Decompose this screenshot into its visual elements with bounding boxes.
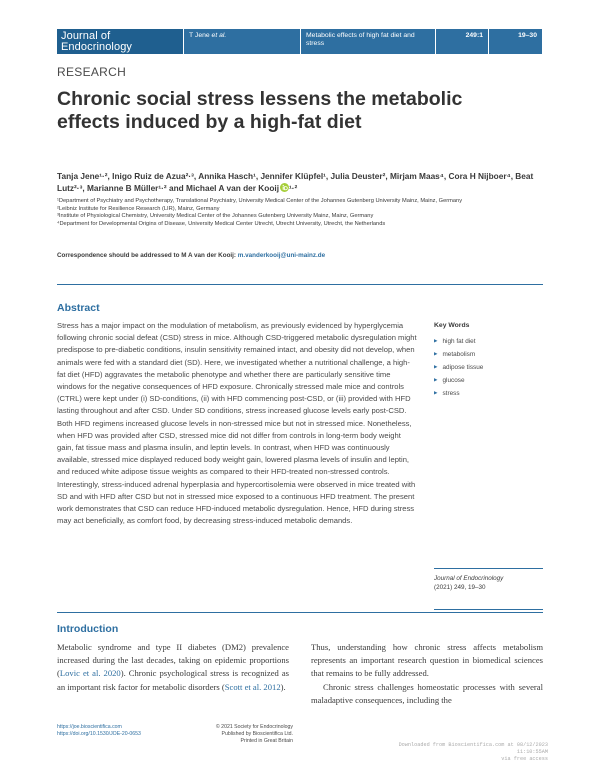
download-line: via free access	[501, 756, 548, 762]
citation-journal: Journal of Endocrinology	[434, 575, 504, 582]
doi-link[interactable]: https://doi.org/10.1530/JOE-20-0653	[57, 731, 141, 738]
orcid-icon[interactable]	[280, 183, 289, 192]
citation-link[interactable]: Lovic et al. 2020	[59, 668, 121, 679]
download-stamp	[368, 742, 548, 763]
article-title: Chronic social stress lessens the metabolic effects induced by a high-fat diet	[57, 88, 463, 133]
footer-links	[57, 724, 141, 738]
intro-text: Thus, understanding how chronic stress affects metabolism represents an important research question in biomedical sciences that remains to be fully addressed.	[311, 642, 543, 679]
keyword-item: ▶ adipose tissue	[434, 361, 483, 374]
abstract-text: Stress has a major impact on the modulation of metabolism, as previously evidenced by hyperglycemia following chronic social defeat (CSD) stress in mice. Although CSD-triggered metabolic dysregulation might predispose to pre-diabetic conditions, insulin sensitivity remained intact, and obesity did not develop, when animals were fed with a standard diet (SD). Here, we investigated whether a nutritional challenge, a high-fat diet (HFD) aggravates the metabolic phenotype and whether there are particularly sensitive time windows for the negative consequences of HFD exposure. Chronically stressed male mice and controls (CTRL) were kept under (i) SD-conditions, (ii) with HFD commencing post-CSD, or (iii) provided with HFD lasting throughout and after CSD. Under SD conditions, stress increased glucose levels early post-CSD. Both HFD regimens increased glucose levels in non-stressed mice but not in stressed mice. Nonetheless, when HFD was provided after CSD, stressed mice did not differ from controls in long-term body weight gain, fat tissue mass and plasma insulin, and leptin levels. In contrast, when HFD was continuously available, stressed mice displayed reduced body weight gain, lowered plasma levels of insulin and leptin, and reduced white adipose tissue weights as compared to their HFD-treated non-stressed controls. Interestingly, stress-induced adrenal hyperplasia and hypercortisolemia were observed in mice treated with SD and with HFD after CSD but not in stressed mice exposed to a continuous HFD treatment. The present work demonstrates that CSD can reduce HFD-induced metabolic dysregulation. Hence, HFD during stress may act beneficially, as comfort food, by decreasing stress-induced metabolic demands.	[57, 321, 417, 526]
intro-text: Metabolic syndrome and type II diabetes (DM2) prevalence increased during the last decades, taking on epidemic proportions (	[57, 642, 289, 679]
keyword-item: ▶ high fat diet	[434, 335, 483, 348]
keyword-item: ▶ metabolism	[434, 348, 483, 361]
author-end-affil: ¹·²	[289, 183, 298, 193]
affiliation-4: ⁴Department for Developmental Origins of Disease, University Medical Center Utrecht, Utrecht University, Utrecht, the Netherlands	[57, 221, 386, 228]
intro-text: ). Chronic psychological stress is recognized as an important risk factor for metabolic disorders (	[57, 668, 289, 692]
affiliations	[57, 198, 543, 229]
correspondence-email-link[interactable]: m.vanderkooij@uni-mainz.de	[237, 252, 326, 259]
publisher-text: Published by Bioscientifica Ltd.	[221, 731, 293, 738]
keywords-list	[434, 335, 483, 400]
affiliation-2: ²Leibniz Institute for Resilience Research (LIR), Mainz, Germany	[57, 205, 220, 212]
introduction-heading: Introduction	[57, 623, 119, 635]
copyright-text: © 2021 Society for Endocrinology	[215, 724, 293, 730]
divider-bottom	[57, 612, 543, 613]
intro-column-left	[57, 641, 289, 694]
intro-column-right	[311, 641, 543, 707]
keyword-item: ▶ glucose	[434, 374, 483, 387]
affiliation-3: ³Institute of Physiological Chemistry, University Medical Center of the Johannes Gutenberg University Mainz, Mainz, Germany	[57, 213, 374, 220]
keyword-item: ▶ stress	[434, 387, 483, 400]
footer-publisher	[173, 724, 293, 746]
journal-name: Journal of Endocrinology	[57, 29, 183, 54]
correspondence	[57, 252, 325, 259]
citation-link[interactable]: Scott et al. 2012	[224, 681, 281, 692]
abstract-heading: Abstract	[57, 302, 100, 314]
running-authors	[183, 29, 300, 54]
citation-details: (2021) 249, 19–30	[434, 584, 486, 591]
intro-text: ).	[280, 681, 286, 692]
intro-text: Chronic stress challenges homeostatic processes with several maladaptive consequences, including the	[311, 681, 543, 705]
keywords-heading: Key Words	[434, 322, 470, 329]
affiliation-1: ¹Department of Psychiatry and Psychotherapy, Translational Psychiatry, University Medical Center of the Johannes Gutenberg University Mainz, Mainz, Germany	[57, 198, 463, 204]
download-line: Downloaded from Bioscientifica.com at 08/12/2023 11:10:55AM	[398, 742, 548, 755]
running-header	[57, 29, 543, 54]
correspondence-label: Correspondence should be addressed to M A van der Kooij:	[57, 252, 238, 259]
volume-issue: 249:1	[435, 29, 488, 54]
author-list	[57, 170, 543, 194]
author-names: Tanja Jene¹·², Inigo Ruiz de Azua²·³, Annika Hasch¹, Jennifer Klüpfel¹, Julia Deuster², Mirjam Maas⁴, Cora H Nijboer⁴, Beat Lutz²·³, Marianne B Müller¹·² and Michael A van der Kooij	[57, 171, 534, 193]
section-label: RESEARCH	[57, 65, 127, 79]
printed-text: Printed in Great Britain	[240, 738, 293, 745]
page-range: 19–30	[488, 29, 542, 54]
running-title: Metabolic effects of high fat diet and stress	[300, 29, 435, 54]
running-author-etal: et al.	[211, 32, 227, 39]
journal-url-link[interactable]: https://joe.bioscientifica.com	[57, 724, 122, 730]
running-author-name: T Jene	[189, 32, 212, 39]
citation-box	[434, 568, 543, 610]
divider-top	[57, 284, 543, 285]
